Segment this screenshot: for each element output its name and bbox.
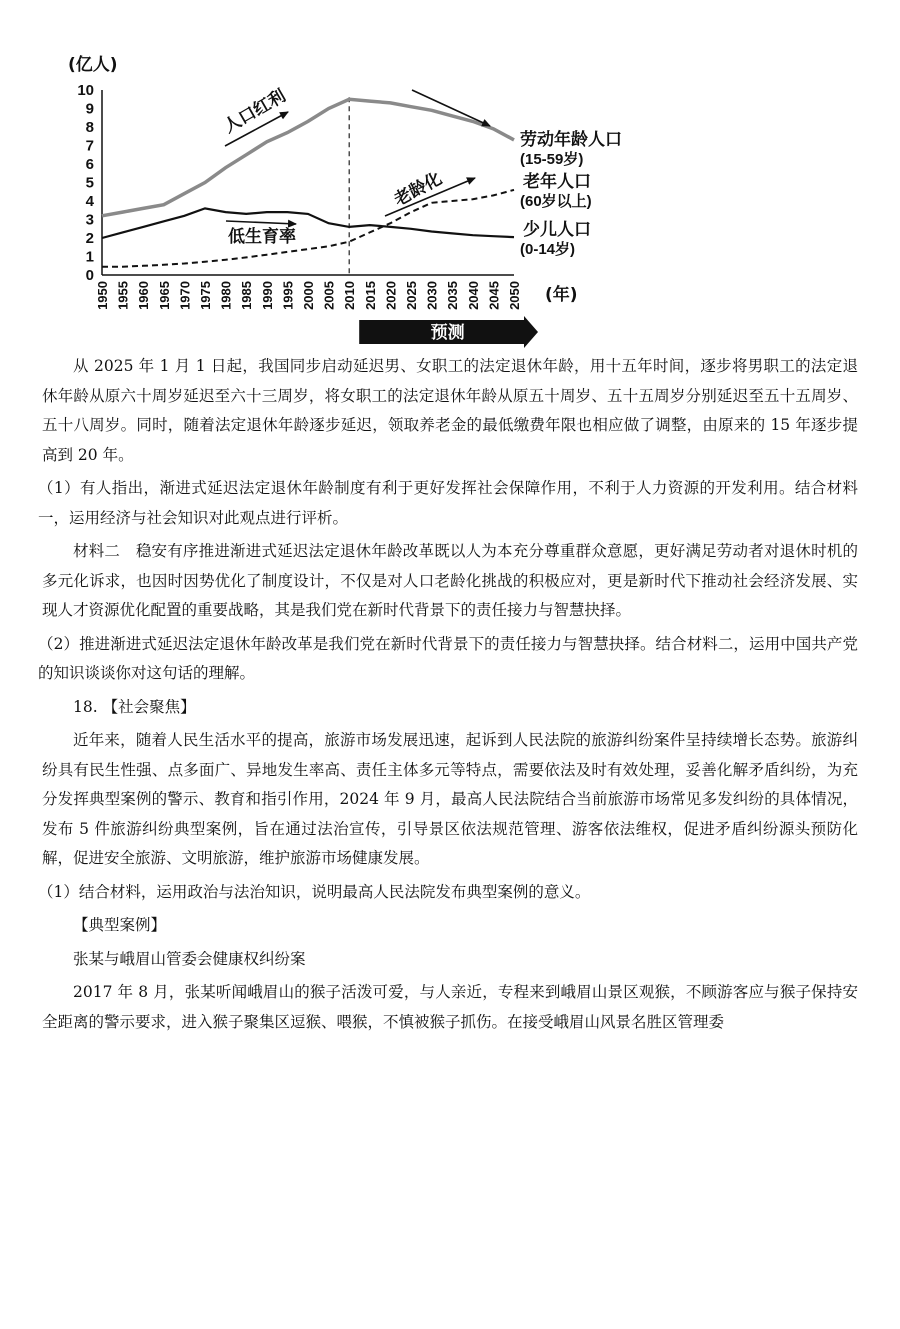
x-tick-label: 2015	[362, 281, 378, 310]
x-tick-label: 2020	[383, 281, 399, 310]
x-tick-label: 1985	[239, 281, 255, 310]
population-chart	[60, 48, 660, 353]
population-chart-svg	[60, 48, 660, 353]
x-tick-label: 2005	[321, 281, 337, 310]
annotation-low-fertility: 低生育率	[228, 227, 296, 247]
x-axis-label: (年)	[545, 285, 578, 305]
y-tick-label: 4	[85, 193, 94, 210]
legend-elderly-sub: (60岁以上)	[520, 193, 592, 210]
paragraph-material-one-policy: 从 2025 年 1 月 1 日起，我国同步启动延迟男、女职工的法定退休年龄，用十五年时间，逐步将男职工的法定退休年龄从原六十周岁延迟至六十三周岁，将女职工的法定退休年龄从原五十周岁、五十五周岁分别延迟至五十五周岁、五十八周岁。同时，随着法定退休年龄逐步延迟，领取养老金的最低缴费年限也相应做了调整，由原来的 15 年逐步提高到 20 年。	[42, 357, 858, 464]
x-tick-label: 1980	[218, 281, 234, 310]
y-tick-label: 0	[85, 267, 94, 284]
x-tick-label: 1955	[115, 281, 131, 310]
forecast-label: 预测	[430, 323, 465, 343]
x-tick-label: 1965	[156, 281, 172, 310]
x-tick-label: 1970	[177, 281, 193, 310]
y-axis-label: (亿人)	[68, 55, 118, 75]
paragraph-case-details: 2017 年 8 月，张某听闻峨眉山的猴子活泼可爱，与人亲近，专程来到峨眉山景区观猴，不顾游客应与猴子保持安全距离的警示要求，进入猴子聚集区逗猴、喂猴，不慎被猴子抓伤。在接受峨眉山风景名胜区管理委	[42, 983, 858, 1031]
document-body	[38, 352, 858, 1037]
series-children-line	[102, 208, 514, 238]
legend-elderly-name: 老年人口	[523, 172, 591, 192]
x-tick-label: 2030	[424, 281, 440, 310]
legend-working-age-name: 劳动年龄人口	[520, 130, 622, 150]
annotation-demographic-dividend: 人口红利	[220, 86, 290, 138]
heading-typical-case: 【典型案例】	[73, 916, 167, 934]
y-ticks	[77, 82, 94, 284]
x-tick-label: 2025	[404, 281, 419, 310]
y-tick-label: 9	[85, 100, 94, 118]
x-tick-label: 2035	[445, 281, 461, 310]
x-tick-label: 1960	[136, 281, 152, 310]
x-tick-label: 1950	[95, 281, 110, 310]
legend-children-name: 少儿人口	[523, 220, 591, 240]
legend-children-sub: (0-14岁)	[520, 241, 576, 258]
x-tick-label: 1990	[259, 281, 275, 310]
x-tick-label: 2050	[507, 281, 522, 310]
x-tick-label: 2000	[301, 281, 316, 310]
y-tick-label: 5	[85, 174, 94, 192]
x-tick-label: 1995	[280, 281, 296, 310]
x-tick-label: 2010	[342, 281, 358, 310]
y-tick-label: 2	[85, 230, 94, 247]
series-elderly-line	[102, 190, 514, 267]
case-title: 张某与峨眉山管委会健康权纠纷案	[73, 949, 306, 968]
question-1-1: （1）有人指出，渐进式延迟法定退休年龄制度有利于更好发挥社会保障作用，不利于人力资源的开发利用。结合材料一，运用经济与社会知识对此观点进行评析。	[38, 479, 858, 527]
x-tick-label: 2040	[465, 281, 481, 310]
series-working-age-line	[102, 99, 514, 216]
y-tick-label: 7	[85, 137, 94, 155]
paragraph-tourism-disputes: 近年来，随着人民生活水平的提高，旅游市场发展迅速，起诉到人民法院的旅游纠纷案件呈持续增长态势。旅游纠纷具有民生性强、点多面广、异地发生率高、责任主体多元等特点，需要依法及时有效处理，妥善化解矛盾纠纷，为充分发挥典型案例的警示、教育和指引作用，2024 年 9 月，最高人民法院结合当前旅游市场常见多发纠纷的具体情况，发布 5 件旅游纠纷典型案例，旨在通过法治宣传，引导景区依法规范管理、游客依法维权，促进矛盾纠纷源头预防化解，促进安全旅游、文明旅游，维护旅游市场健康发展。	[42, 731, 858, 867]
y-tick-label: 10	[77, 82, 94, 99]
annotation-aging: 老龄化	[390, 168, 446, 211]
annotation-low-fertility-arrow	[226, 221, 296, 224]
question-1-2: （2）推进渐进式延迟法定退休年龄改革是我们党在新时代背景下的责任接力与智慧抉择。结合材料二，运用中国共产党的知识谈谈你对这句话的理解。	[38, 634, 858, 682]
y-tick-label: 1	[85, 248, 94, 266]
question-18-1: （1）结合材料，运用政治与法治知识，说明最高人民法院发布典型案例的意义。	[38, 882, 591, 901]
x-ticks	[95, 281, 522, 310]
x-tick-label: 1975	[198, 281, 213, 310]
paragraph-material-two: 材料二 稳安有序推进渐进式延迟法定退休年龄改革既以人为本充分尊重群众意愿，更好满足劳动者对退休时机的多元化诉求，也因时因势优化了制度设计，不仅是对人口老龄化挑战的积极应对，更是新时代下推动社会经济发展、实现人才资源优化配置的重要战略，其是我们党在新时代背景下的责任接力与智慧抉择。	[42, 542, 858, 619]
heading-question-18: 18. 【社会聚焦】	[73, 697, 196, 716]
legend-working-age-sub: (15-59岁)	[520, 151, 584, 168]
y-tick-label: 8	[85, 119, 94, 136]
y-tick-label: 3	[85, 211, 94, 229]
x-tick-label: 2045	[486, 281, 502, 310]
y-tick-label: 6	[85, 156, 94, 173]
